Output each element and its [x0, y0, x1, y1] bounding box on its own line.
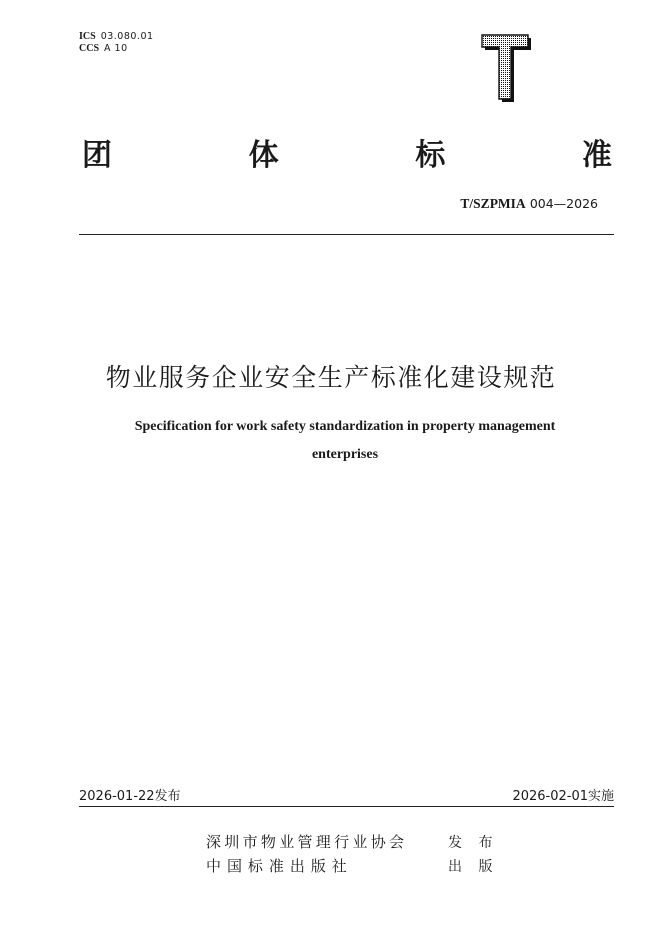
standard-number-prefix: T/SZPMIA	[460, 196, 526, 211]
implementation-date: 2026-02-01实施	[512, 789, 614, 804]
publisher-role-2: 出 版	[448, 859, 499, 875]
ccs-value: A 10	[104, 43, 128, 54]
standard-number	[460, 196, 598, 212]
issue-date: 2026-01-22发布	[79, 789, 181, 804]
ccs-label: CCS	[79, 43, 100, 54]
ics-value: 03.080.01	[100, 31, 154, 42]
kind-char-3: 标	[415, 138, 446, 173]
ics-code	[79, 31, 154, 42]
header-divider	[79, 234, 614, 235]
ics-label: ICS	[79, 31, 96, 42]
ccs-code	[79, 43, 128, 54]
t-letter-icon	[481, 34, 533, 104]
standard-title-chinese: 物业服务企业安全生产标准化建设规范	[105, 363, 557, 392]
standard-number-value: 004—2026	[529, 196, 598, 211]
publisher-role-1: 发 布	[448, 835, 499, 851]
publisher-name-1: 深圳市物业管理行业协会	[206, 833, 408, 851]
footer-divider	[79, 806, 614, 807]
standard-type-emblem	[481, 34, 533, 104]
standard-kind-heading	[82, 136, 612, 176]
kind-char-2: 体	[248, 138, 279, 173]
kind-char-1: 团	[82, 138, 112, 173]
kind-char-4: 准	[581, 138, 612, 173]
publisher-name-2: 中 国 标 准 出 版 社	[206, 857, 348, 875]
standard-title-english-line2: enterprises	[311, 447, 379, 462]
standard-title-english-line1: Specification for work safety standardization in property management	[134, 419, 556, 434]
